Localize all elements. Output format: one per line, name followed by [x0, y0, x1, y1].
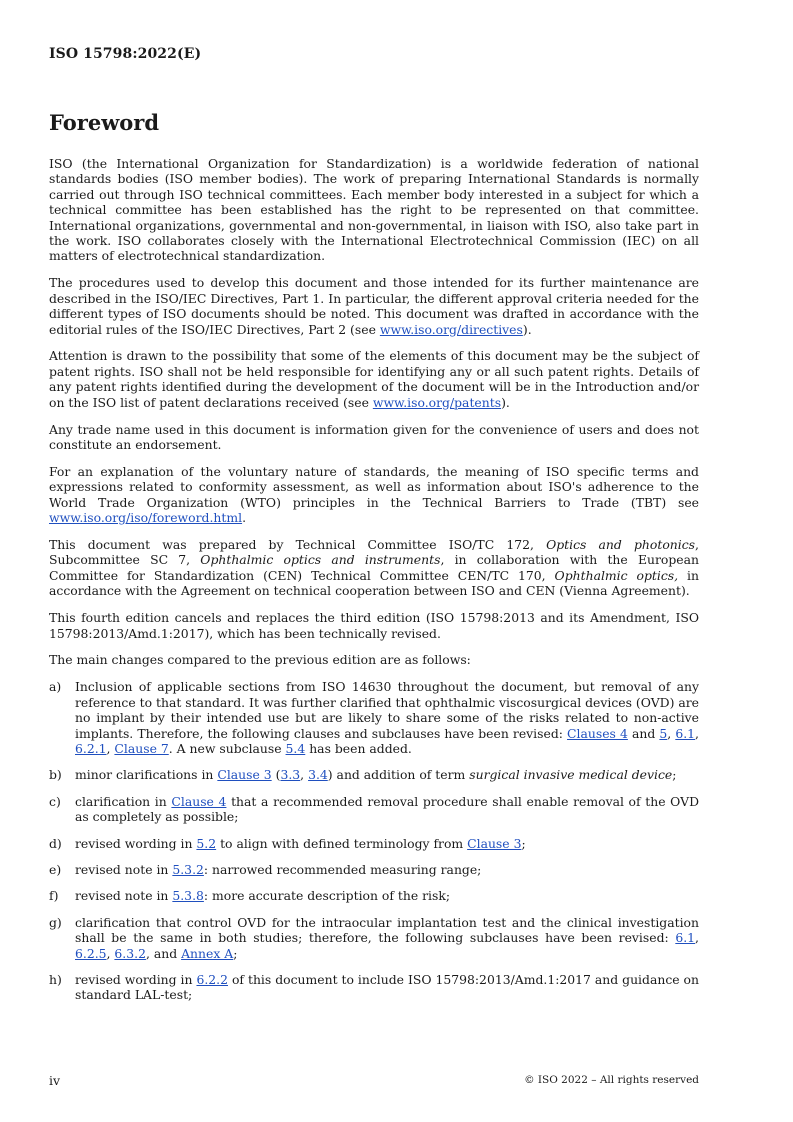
- text-run: : narrowed recommended measuring range;: [203, 862, 482, 878]
- text-run: revised note in: [75, 862, 173, 878]
- text-run: revised wording in: [75, 972, 197, 988]
- cross-reference-link[interactable]: www.iso.org/iso/foreword.html: [49, 510, 243, 526]
- paragraph: [49, 422, 699, 453]
- text-run: Attention is drawn to the possibility that some of the elements of this document may be the subject of patent rights. ISO shall not be held responsible for identifying any or all such patent rights. Details of any patent rights identified during the development of the document will be in the Introduction and/or on the ISO list of patent declarations received (see: [49, 348, 699, 410]
- text-run: For an explanation of the voluntary nature of standards, the meaning of ISO specific terms and expressions related to conformity assessment, as well as information about ISO's adherence to the World Trade Organization (WTO) principles in the Technical Barriers to Trade (TBT) see: [49, 463, 699, 510]
- list-item-text: [75, 679, 699, 756]
- text-run: and: [627, 725, 660, 741]
- text-run: (: [271, 767, 281, 783]
- text-run: in accordance with the Agreement on technical cooperation between ISO and CEN (Vienna Agreement).: [49, 567, 699, 599]
- cross-reference-link[interactable]: 3.3: [280, 767, 301, 783]
- cross-reference-link[interactable]: 6.3.2: [114, 945, 146, 961]
- document-id: ISO 15798:2022(E): [49, 46, 202, 62]
- text-run: revised note in: [75, 888, 173, 904]
- cross-reference-link[interactable]: 5.4: [285, 741, 306, 756]
- cross-reference-link[interactable]: 5: [659, 725, 668, 741]
- text-run: ,: [106, 945, 115, 961]
- list-marker: a): [49, 679, 62, 695]
- text-run: .: [242, 510, 247, 526]
- text-run: . A new subclause: [168, 741, 286, 756]
- text-run: ) and addition of term: [327, 767, 470, 783]
- paragraph-group: [49, 156, 699, 668]
- list-item-text: [75, 972, 699, 1003]
- list-item-text: [75, 915, 699, 961]
- copyright-notice: © ISO 2022 – All rights reserved: [524, 1074, 699, 1086]
- page-title: Foreword: [49, 110, 160, 135]
- text-run: , Subcommittee SC 7,: [49, 537, 699, 568]
- text-run: of this document to include ISO 15798:2013/Amd.1:2017 and guidance on standard LAL-test;: [75, 972, 699, 1003]
- cross-reference-link[interactable]: 5.2: [196, 835, 217, 851]
- list-item: [49, 679, 699, 756]
- list-marker: b): [49, 767, 62, 783]
- foreword-body: [49, 156, 699, 1014]
- text-run: : more accurate description of the risk;: [203, 888, 451, 904]
- list-item: [49, 862, 699, 877]
- text-run: ;: [521, 835, 526, 851]
- cross-reference-link[interactable]: 6.2.2: [196, 972, 228, 988]
- text-run: ISO (the International Organization for Standardization) is a worldwide federation of national standards bodies (ISO member bodies). The work of preparing International Standards is normally carried out through ISO technical committees. Each member body interested in a subject for which a technical committee has been established has the right to be represented on that committee. International organizations, governmental and non-governmental, in liaison with ISO, also take part in the work. ISO collaborates closely with the International Electrotechnical Commission (IEC) on all matters of electrotechnical standardization.: [49, 156, 699, 264]
- list-marker: e): [49, 862, 62, 878]
- list-marker: h): [49, 972, 62, 988]
- paragraph: [49, 348, 699, 410]
- text-run: has been added.: [305, 741, 412, 756]
- cross-reference-link[interactable]: 3.4: [308, 767, 328, 783]
- cross-reference-link[interactable]: Clause 7: [114, 741, 169, 756]
- cross-reference-link[interactable]: Annex A: [181, 945, 234, 961]
- paragraph: [49, 537, 699, 599]
- list-item: [49, 767, 699, 782]
- text-run: This document was prepared by Technical Committee ISO/TC 172,: [49, 537, 547, 553]
- list-item-text: [75, 767, 699, 782]
- paragraph: [49, 275, 699, 337]
- text-run: This fourth edition cancels and replaces the third edition (ISO 15798:2013 and its Amendment, ISO 15798:2013/Amd.1:2017), which has been technically revised.: [49, 610, 699, 641]
- list-item-text: [75, 862, 699, 877]
- list-item: [49, 836, 699, 851]
- text-run: , and: [145, 945, 182, 961]
- text-run: minor clarifications in: [75, 767, 218, 783]
- text-run: ).: [501, 394, 510, 410]
- text-run: , in collaboration with the European Committee for Standardization (CEN) Technical Committee CEN/TC 170,: [49, 552, 699, 583]
- text-run: to align with defined terminology from: [216, 835, 468, 851]
- list-item: [49, 794, 699, 825]
- cross-reference-link[interactable]: Clauses 4: [567, 725, 628, 741]
- cross-reference-link[interactable]: 6.2.5: [75, 945, 107, 961]
- cross-reference-link[interactable]: 6.2.1: [75, 741, 107, 756]
- text-run: ,: [695, 930, 699, 946]
- list-item: [49, 972, 699, 1003]
- paragraph: [49, 610, 699, 641]
- cross-reference-link[interactable]: 6.1: [675, 930, 696, 946]
- text-run: Inclusion of applicable sections from ISO 14630 throughout the document, but removal of any reference to that standard. It was further clarified that ophthalmic viscosurgical devices (OVD) are no implant by their intended use but are likely to share some of the risks related to non-active implants. Therefore, the following clauses and subclauses have been revised:: [75, 679, 699, 741]
- paragraph: [49, 156, 699, 264]
- text-run: ,: [106, 741, 115, 756]
- cross-reference-link[interactable]: www.iso.org/patents: [372, 394, 502, 410]
- text-run: clarification in: [75, 793, 172, 809]
- text-run: that a recommended removal procedure shall enable removal of the OVD as completely as possible;: [75, 793, 700, 825]
- cross-reference-link[interactable]: 5.3.8: [172, 888, 204, 904]
- text-run: Any trade name used in this document is information given for the convenience of users and does not constitute an endorsement.: [49, 421, 699, 452]
- italic-text: Optics and photonics: [546, 537, 696, 553]
- italic-text: surgical invasive medical device: [469, 767, 673, 783]
- text-run: ,: [695, 725, 699, 741]
- paragraph: [49, 652, 699, 667]
- list-marker: c): [49, 793, 61, 809]
- cross-reference-link[interactable]: Clause 3: [467, 835, 522, 851]
- list-item-text: [75, 794, 699, 825]
- text-run: ,: [300, 767, 309, 783]
- changes-list: [49, 679, 699, 1003]
- cross-reference-link[interactable]: 5.3.2: [172, 862, 204, 878]
- text-run: The procedures used to develop this document and those intended for its further maintenance are described in the ISO/IEC Directives, Part 1. In particular, the different approval criteria needed for the different types of ISO documents should be noted. This document was drafted in accordance with the editorial rules of the ISO/IEC Directives, Part 2 (see: [49, 275, 699, 337]
- cross-reference-link[interactable]: Clause 3: [217, 767, 272, 783]
- text-run: clarification that control OVD for the intraocular implantation test and the clinical investigation shall be the same in both studies; therefore, the following subclauses have been revised:: [75, 914, 699, 946]
- italic-text: Ophthalmic optics,: [554, 567, 679, 583]
- list-marker: d): [49, 835, 62, 851]
- page-number: iv: [49, 1073, 61, 1088]
- text-run: ,: [667, 725, 676, 741]
- cross-reference-link[interactable]: www.iso.org/directives: [379, 321, 523, 337]
- text-run: ;: [233, 945, 238, 961]
- list-item-text: [75, 888, 699, 903]
- paragraph: [49, 464, 699, 526]
- text-run: The main changes compared to the previous edition are as follows:: [49, 652, 471, 668]
- italic-text: Ophthalmic optics and instruments: [200, 552, 441, 568]
- list-item: [49, 915, 699, 961]
- cross-reference-link[interactable]: 6.1: [675, 725, 696, 741]
- list-item: [49, 888, 699, 903]
- list-marker: g): [49, 914, 62, 930]
- text-run: ;: [672, 767, 677, 783]
- text-run: ).: [522, 321, 532, 337]
- text-run: revised wording in: [75, 835, 197, 851]
- cross-reference-link[interactable]: Clause 4: [171, 793, 227, 809]
- list-marker: f): [49, 888, 59, 904]
- list-item-text: [75, 836, 699, 851]
